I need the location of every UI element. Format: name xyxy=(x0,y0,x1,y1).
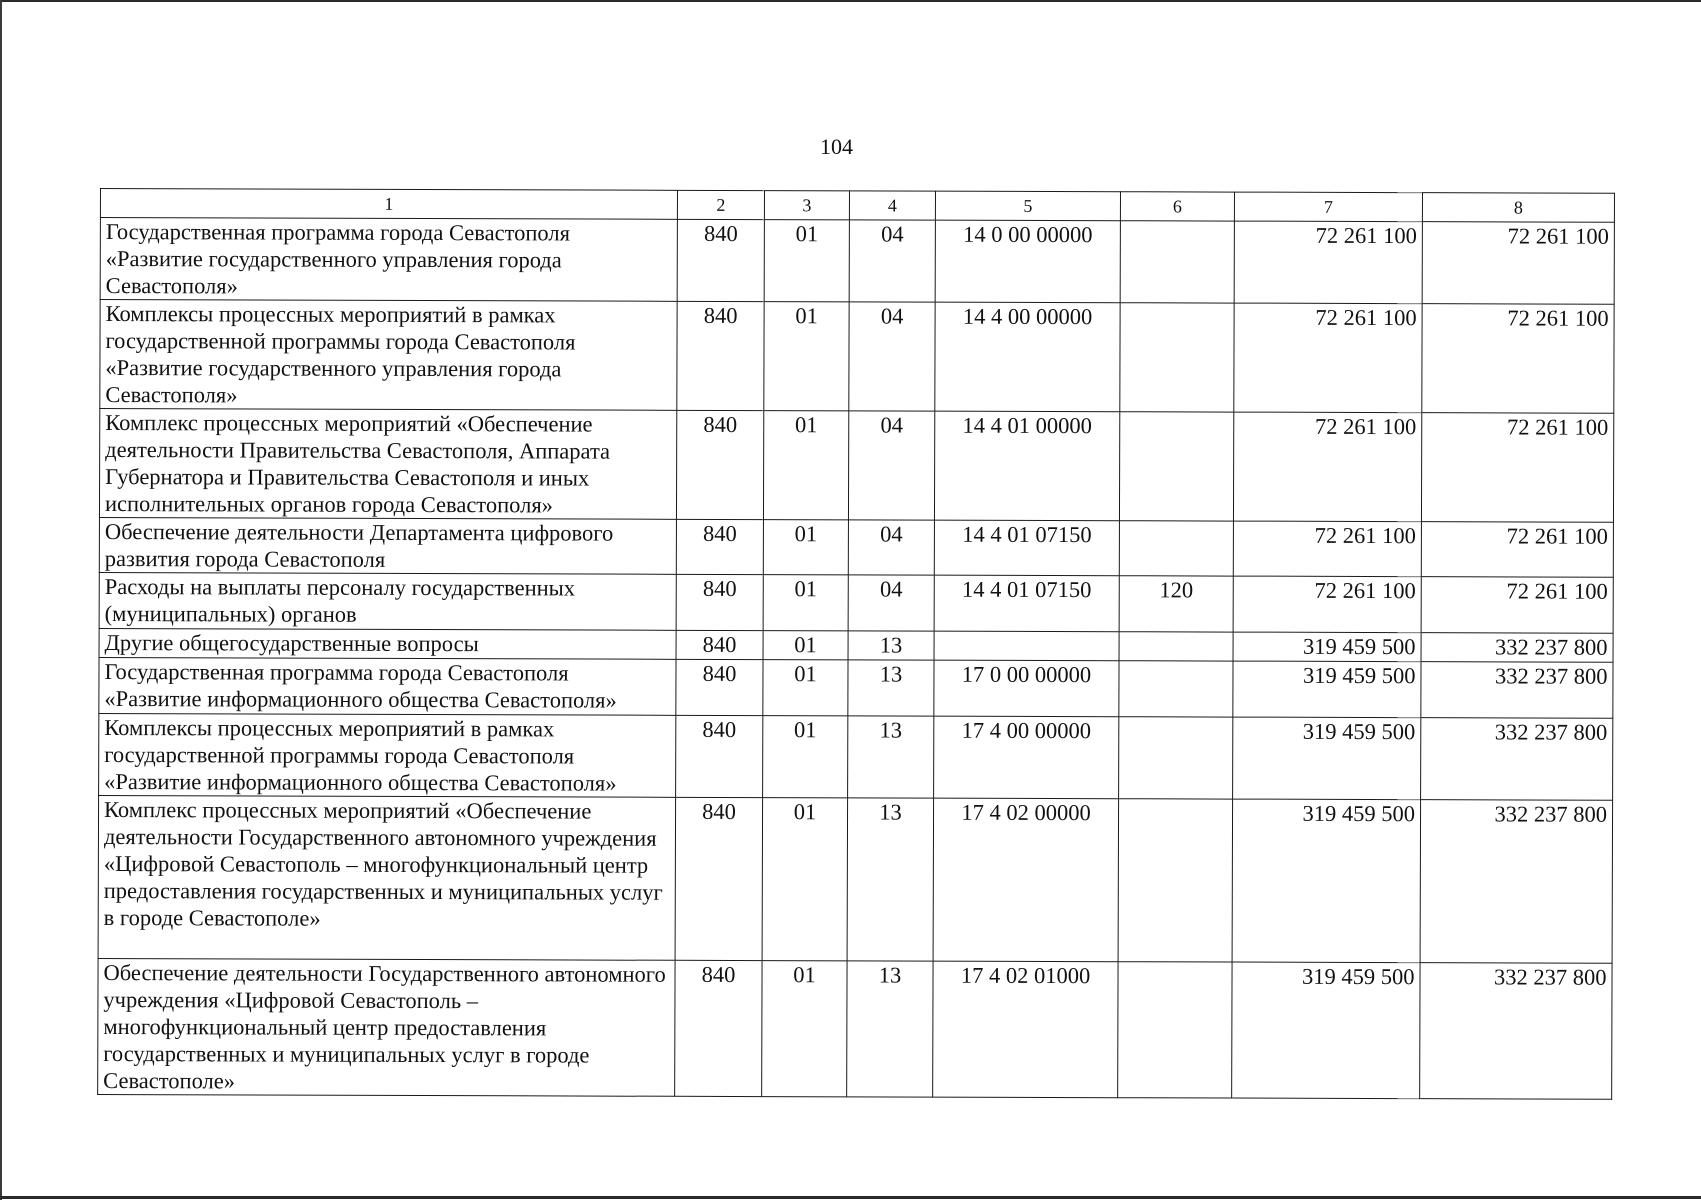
row-name: Комплекс процессных мероприятий «Обеспечение деятельности Государственного автономного учреждения «Цифровой Севастополь – многофункциональный центр предоставления государственных и муниципальных услуг в городе Севастополе» xyxy=(98,795,676,960)
row-code-3: 01 xyxy=(763,716,848,798)
row-amount-8: 332 237 800 xyxy=(1421,633,1613,663)
row-code-2: 840 xyxy=(676,410,763,519)
row-name: Комплексы процессных мероприятий в рамках государственной программы города Севастополя «Развитие государственного управления города Севастополя» xyxy=(100,300,677,411)
row-code-4: 04 xyxy=(848,411,934,520)
table-row xyxy=(99,572,1613,633)
row-code-4: 13 xyxy=(848,716,934,798)
row-amount-8: 332 237 800 xyxy=(1421,662,1613,719)
row-code-5: 14 4 01 00000 xyxy=(934,411,1119,521)
row-code-5: 14 0 00 00000 xyxy=(935,220,1120,303)
row-amount-7: 72 261 100 xyxy=(1234,221,1422,304)
table-row xyxy=(98,958,1612,1099)
row-code-3: 01 xyxy=(763,520,848,575)
row-amount-8: 72 261 100 xyxy=(1421,577,1613,634)
row-code-6: 120 xyxy=(1119,576,1233,632)
row-amount-7: 72 261 100 xyxy=(1233,576,1421,633)
row-amount-8: 332 237 800 xyxy=(1420,963,1612,1100)
row-code-5: 17 4 00 00000 xyxy=(934,716,1119,799)
row-amount-7: 319 459 500 xyxy=(1233,632,1421,662)
row-code-6 xyxy=(1120,221,1234,303)
row-code-4: 04 xyxy=(848,575,934,631)
row-code-6 xyxy=(1118,962,1232,1098)
row-code-5: 14 4 01 07150 xyxy=(934,520,1119,576)
table-row xyxy=(99,657,1613,718)
row-code-4: 13 xyxy=(847,798,934,961)
row-code-2: 840 xyxy=(676,715,763,797)
page-number: 104 xyxy=(820,134,853,159)
row-code-6 xyxy=(1119,717,1233,799)
row-code-2: 840 xyxy=(675,797,763,960)
row-code-2: 840 xyxy=(675,960,762,1096)
table-row xyxy=(99,409,1613,523)
row-name: Комплексы процессных мероприятий в рамках государственной программы города Севастополя «Развитие информационного общества Севастополя» xyxy=(99,713,676,797)
row-amount-8: 332 237 800 xyxy=(1420,800,1613,964)
row-code-2: 840 xyxy=(676,519,763,574)
row-code-4: 13 xyxy=(848,631,934,660)
column-header: 3 xyxy=(764,191,849,220)
row-code-3: 01 xyxy=(762,961,847,1097)
row-code-3: 01 xyxy=(763,660,848,716)
row-code-4: 04 xyxy=(849,302,935,411)
scan-edge-top xyxy=(0,0,1701,2)
column-header: 1 xyxy=(100,189,677,220)
row-amount-7: 72 261 100 xyxy=(1233,412,1421,522)
budget-table xyxy=(97,188,1615,1100)
row-code-3: 01 xyxy=(762,798,848,961)
row-code-2: 840 xyxy=(677,219,764,301)
row-code-6 xyxy=(1119,632,1233,661)
row-amount-8: 72 261 100 xyxy=(1422,304,1614,414)
table-header-row xyxy=(100,189,1614,223)
table-row xyxy=(100,300,1614,414)
column-header: 7 xyxy=(1234,192,1422,222)
row-name: Обеспечение деятельности Департамента цифрового развития города Севастополя xyxy=(99,517,676,574)
table-row xyxy=(99,517,1613,577)
row-code-5: 14 4 00 00000 xyxy=(935,302,1120,412)
row-name: Расходы на выплаты персоналу государственных (муниципальных) органов xyxy=(99,572,676,630)
row-amount-8: 72 261 100 xyxy=(1422,222,1614,305)
table-row xyxy=(100,218,1614,305)
row-code-6 xyxy=(1119,521,1233,576)
table-row xyxy=(99,628,1613,662)
row-code-5: 17 0 00 00000 xyxy=(934,660,1119,717)
row-amount-8: 332 237 800 xyxy=(1421,718,1613,801)
row-code-3: 01 xyxy=(763,631,848,660)
column-header: 6 xyxy=(1120,192,1234,221)
row-amount-7: 319 459 500 xyxy=(1233,717,1421,800)
row-code-3: 01 xyxy=(763,411,848,520)
row-name: Государственная программа города Севастополя «Развитие информационного общества Севастополя» xyxy=(99,657,676,715)
row-code-2: 840 xyxy=(677,301,764,410)
row-code-5: 17 4 02 00000 xyxy=(933,798,1119,962)
column-header: 2 xyxy=(677,190,764,219)
row-code-4: 04 xyxy=(849,220,935,302)
row-code-6 xyxy=(1119,412,1233,521)
row-code-6 xyxy=(1118,799,1233,962)
row-code-5 xyxy=(934,631,1119,661)
row-code-4: 13 xyxy=(848,660,934,716)
row-code-5: 17 4 02 01000 xyxy=(933,961,1118,1098)
row-amount-7: 319 459 500 xyxy=(1233,661,1421,718)
row-code-3: 01 xyxy=(764,220,849,302)
scan-edge-left xyxy=(0,0,2,1200)
row-code-2: 840 xyxy=(676,659,763,715)
row-amount-7: 72 261 100 xyxy=(1234,303,1422,413)
row-code-4: 13 xyxy=(847,961,933,1097)
row-code-4: 04 xyxy=(848,520,934,575)
row-name: Обеспечение деятельности Государственного автономного учреждения «Цифровой Севастополь – многофункциональный центр предоставления государственных и муниципальных услуг в городе Севастополе» xyxy=(98,958,675,1096)
row-amount-7: 72 261 100 xyxy=(1233,521,1421,577)
column-header: 8 xyxy=(1422,193,1614,223)
row-code-5: 14 4 01 07150 xyxy=(934,575,1119,632)
row-code-2: 840 xyxy=(676,574,763,630)
table-row xyxy=(99,713,1613,800)
row-code-2: 840 xyxy=(676,630,763,659)
scan-edge-bottom xyxy=(0,1196,1701,1199)
row-amount-8: 72 261 100 xyxy=(1421,413,1613,523)
row-code-6 xyxy=(1119,661,1233,717)
row-name: Комплекс процессных мероприятий «Обеспечение деятельности Правительства Севастополя, Аппарата Губернатора и Правительства Севастополя и иных исполнительных органов города Севастополя» xyxy=(99,409,676,520)
row-code-3: 01 xyxy=(764,302,849,411)
row-name: Другие общегосударственные вопросы xyxy=(99,628,676,659)
column-header: 5 xyxy=(935,191,1120,221)
row-name: Государственная программа города Севастополя «Развитие государственного управления города Севастополя» xyxy=(100,218,677,302)
row-code-3: 01 xyxy=(763,575,848,631)
row-code-6 xyxy=(1120,303,1234,412)
row-amount-8: 72 261 100 xyxy=(1421,522,1613,578)
column-header: 4 xyxy=(849,191,935,220)
row-amount-7: 319 459 500 xyxy=(1232,962,1420,1099)
table-row xyxy=(98,795,1613,963)
budget-table-container xyxy=(97,188,1614,1100)
row-amount-7: 319 459 500 xyxy=(1232,799,1421,963)
